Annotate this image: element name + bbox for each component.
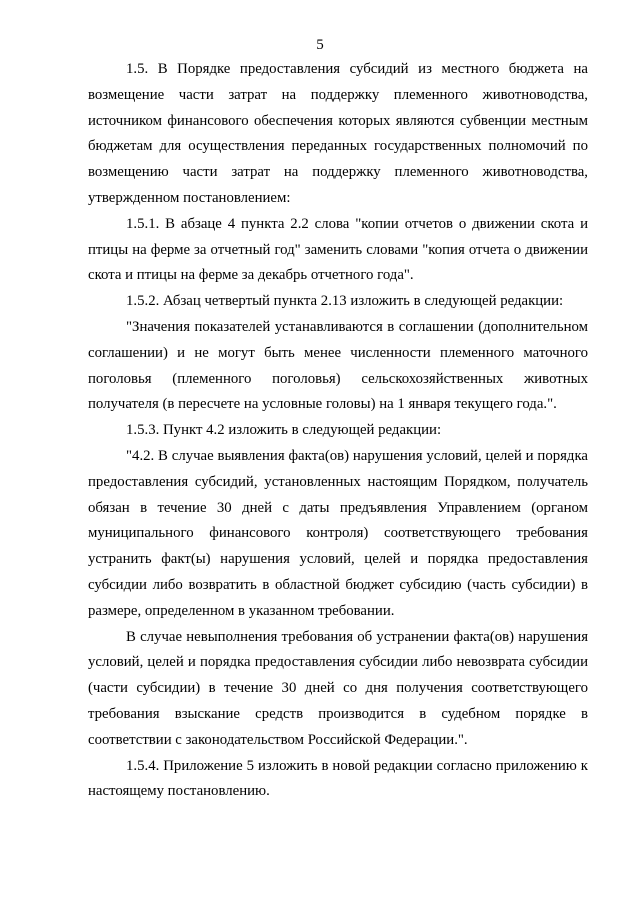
paragraph-1-5-3: 1.5.3. Пункт 4.2 изложить в следующей редакции: — [126, 422, 442, 439]
paragraph-1-5-4: 1.5.4. Приложение 5 изложить в новой редакции согласно приложению к настоящему постановлению. — [88, 757, 588, 800]
paragraph-1-5: 1.5. В Порядке предоставления субсидий из местного бюджета на возмещение части затрат на поддержку племенного животноводства, источником финансового обеспечения которых являются субвенции местным бюджетам для осуществления переданных государственных полномочий по возмещению части затрат на поддержку племенного животноводства, утвержденном постановлением: — [88, 61, 588, 206]
paragraph-1-5-1: 1.5.1. В абзаце 4 пункта 2.2 слова "копии отчетов о движении скота и птицы на ферме за отчетный год" заменить словами "копия отчета о движении скота и птицы на ферме за декабрь отчетного года". — [88, 215, 588, 284]
paragraph-4-2-continuation: В случае невыполнения требования об устранении факта(ов) нарушения условий, целей и порядка предоставления субсидии либо невозврата субсидии (части субсидии) в течение 30 дней со дня получения соответствующего требования взыскание средств производится в судебном порядке в соответствии с законодательством Российской Федерации.". — [88, 628, 588, 748]
paragraph-1-5-2: 1.5.2. Абзац четвертый пункта 2.13 изложить в следующей редакции: — [126, 293, 564, 310]
paragraph-4-2-quote: "4.2. В случае выявления факта(ов) нарушения условий, целей и порядка предоставления субсидий, установленных настоящим Порядком, получатель обязан в течение 30 дней с даты предъявления Управлением (органом муниципального финансового контроля) соответствующего требования устранить факт(ы) нарушения условий, целей и порядка предоставления субсидии либо возвратить в областной бюджет субсидию (часть субсидии) в размере, определенном в указанном требовании. — [88, 447, 588, 619]
document-body — [88, 57, 588, 805]
page-number: 5 — [316, 37, 324, 53]
paragraph-1-5-2-quote: "Значения показателей устанавливаются в соглашении (дополнительном соглашении) и не могут быть менее численности племенного маточного поголовья (племенного поголовья) сельскохозяйственных животных получателя (в пересчете на условные головы) на 1 января текущего года.". — [88, 318, 588, 413]
